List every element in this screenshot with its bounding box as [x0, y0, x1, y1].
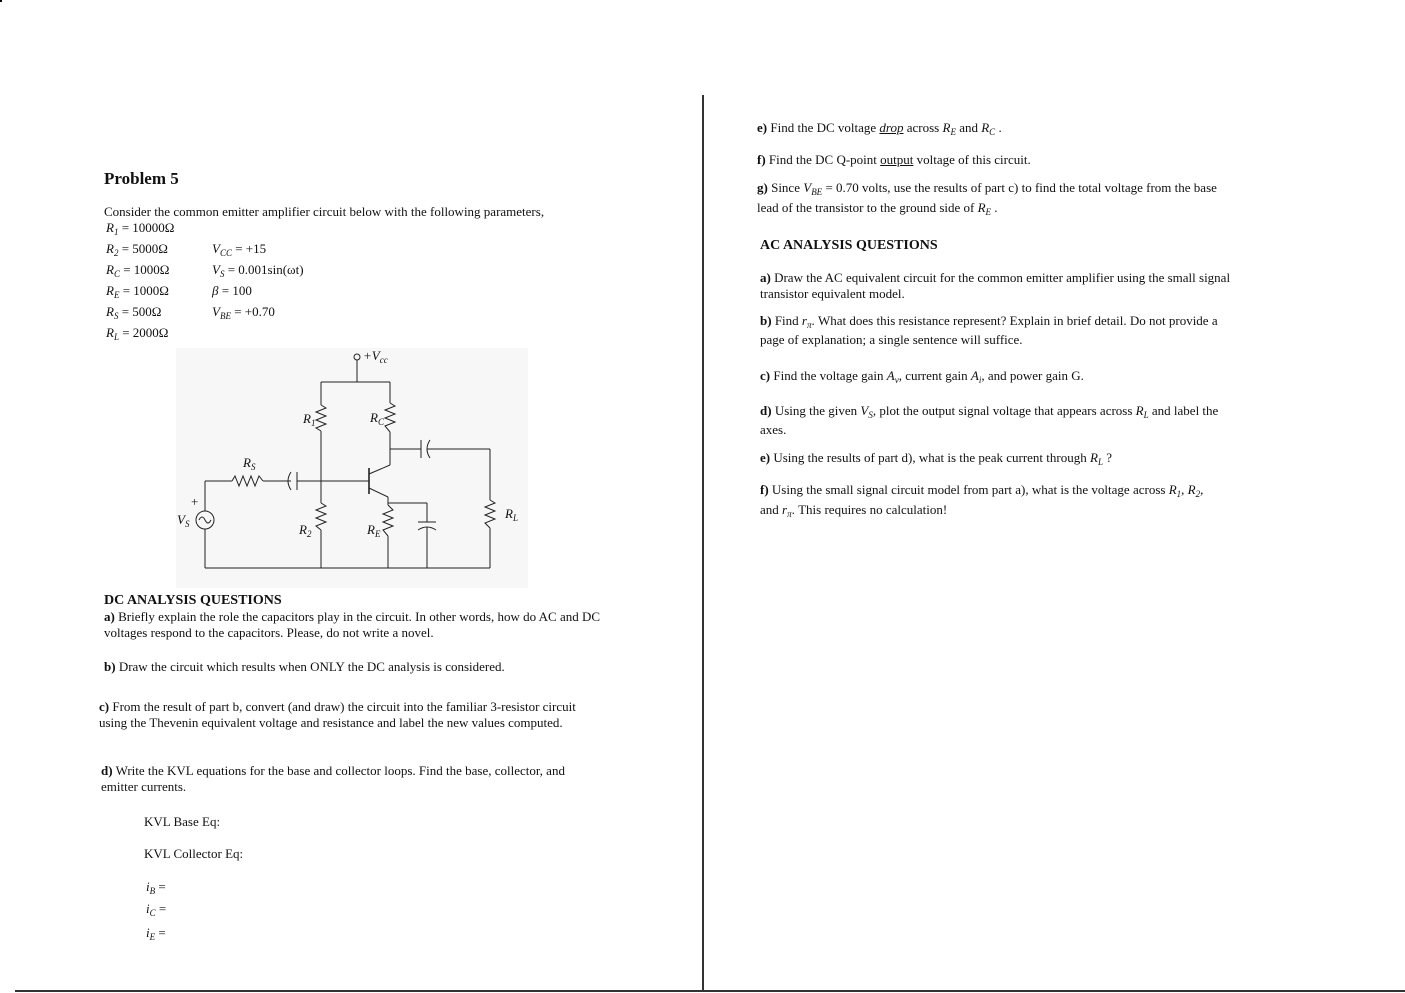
param-r1: $R_1 = 10000\Omega$ [106, 220, 175, 237]
param-beta: β = 100 [212, 283, 252, 298]
dc-heading: DC ANALYSIS QUESTIONS [104, 593, 282, 608]
current-ic: $i_C$ = [146, 901, 167, 918]
column-divider [702, 95, 704, 992]
dc-question-e: e) Find the DC voltage drop across $R_E$ and $R_C$ . [757, 120, 1002, 137]
current-ie: $i_E$ = [146, 925, 166, 942]
ac-question-b: b) Find $r_\pi$. What does this resistance represent? Explain in brief detail. Do not provide a [760, 313, 1218, 330]
param-rs: $R_S = 500\Omega$ [106, 304, 162, 321]
kvl-collector-eq: KVL Collector Eq: [144, 846, 244, 861]
param-re: $R_E = 1000\Omega$ [106, 283, 169, 300]
dc-question-g-line2: lead of the transistor to the ground side of $R_E$ . [757, 200, 998, 217]
amplifier-circuit-diagram [170, 345, 530, 590]
bottom-rule [15, 990, 1405, 992]
ac-question-f-line2: and $r_\pi$. This requires no calculation! [760, 502, 948, 519]
rs-label: $R_S$ [243, 455, 256, 472]
current-ib: $i_B$ = [146, 879, 166, 896]
params-right [212, 241, 304, 325]
ac-question-d-line2: axes. [760, 422, 787, 437]
dc-question-g: g) Since $V_{BE} = 0.70$ volts, use the results of part c) to find the total voltage from the base [757, 180, 1217, 197]
re-label: $R_E$ [367, 522, 381, 539]
ac-question-f: f) Using the small signal circuit model from part a), what is the voltage across $R_1$, $R_2$, [760, 482, 1204, 499]
params-left [106, 220, 174, 346]
param-vcc: $V_{CC} = +15$ [212, 241, 267, 258]
corner-mark [0, 0, 2, 2]
param-r2: $R_2 = 5000\Omega$ [106, 241, 168, 258]
r1-label: $R_1$ [303, 411, 316, 428]
param-rl: $R_L = 2000\Omega$ [106, 325, 169, 342]
circuit-background [176, 348, 528, 588]
r2-label: $R_2$ [299, 522, 312, 539]
ac-question-d: d) Using the given $V_S$, plot the output signal voltage that appears across $R_L$ and label the [760, 403, 1219, 420]
dc-question-a: a) Briefly explain the role the capacitors play in the circuit. In other words, how do AC and DC voltages respond to the capacitors. Please, do not write a novel. [104, 609, 601, 640]
ac-question-e: e) Using the results of part d), what is the peak current through $R_L$ ? [760, 450, 1112, 467]
dc-question-d: d) Write the KVL equations for the base and collector loops. Find the base, collector, and emitter currents. [101, 763, 565, 794]
rl-label: $R_L$ [505, 506, 518, 523]
rc-label: $R_C$ [370, 410, 384, 427]
problem-intro: Consider the common emitter amplifier circuit below with the following parameters, [104, 204, 545, 219]
vs-plus-label: + [191, 494, 199, 509]
ac-question-b-line2: page of explanation; a single sentence will suffice. [760, 332, 1023, 347]
param-rc: $R_C = 1000\Omega$ [106, 262, 170, 279]
ac-heading: AC ANALYSIS QUESTIONS [760, 238, 938, 253]
param-vs: $V_S = 0.001\sin(\omega t)$ [212, 262, 304, 279]
ac-question-c: c) Find the voltage gain $A_v$, current gain $A_i$, and power gain G. [760, 368, 1084, 385]
dc-question-b: b) Draw the circuit which results when ONLY the DC analysis is considered. [104, 659, 505, 674]
vcc-label: $+V_{cc}$ [363, 348, 388, 365]
dc-question-f: f) Find the DC Q-point output voltage of this circuit. [757, 152, 1031, 167]
vs-label: $V_S$ [177, 512, 190, 529]
dc-question-c: c) From the result of part b, convert (and draw) the circuit into the familiar 3-resistor circuit using the Thevenin equivalent voltage and resistance and label the new values computed. [99, 699, 576, 730]
kvl-base-eq: KVL Base Eq: [144, 814, 221, 829]
param-vbe: $V_{BE} = +0.70$ [212, 304, 275, 321]
ac-question-a: a) Draw the AC equivalent circuit for the common emitter amplifier using the small signal transistor equivalent model. [760, 270, 1231, 301]
problem-title: Problem 5 [104, 169, 179, 188]
